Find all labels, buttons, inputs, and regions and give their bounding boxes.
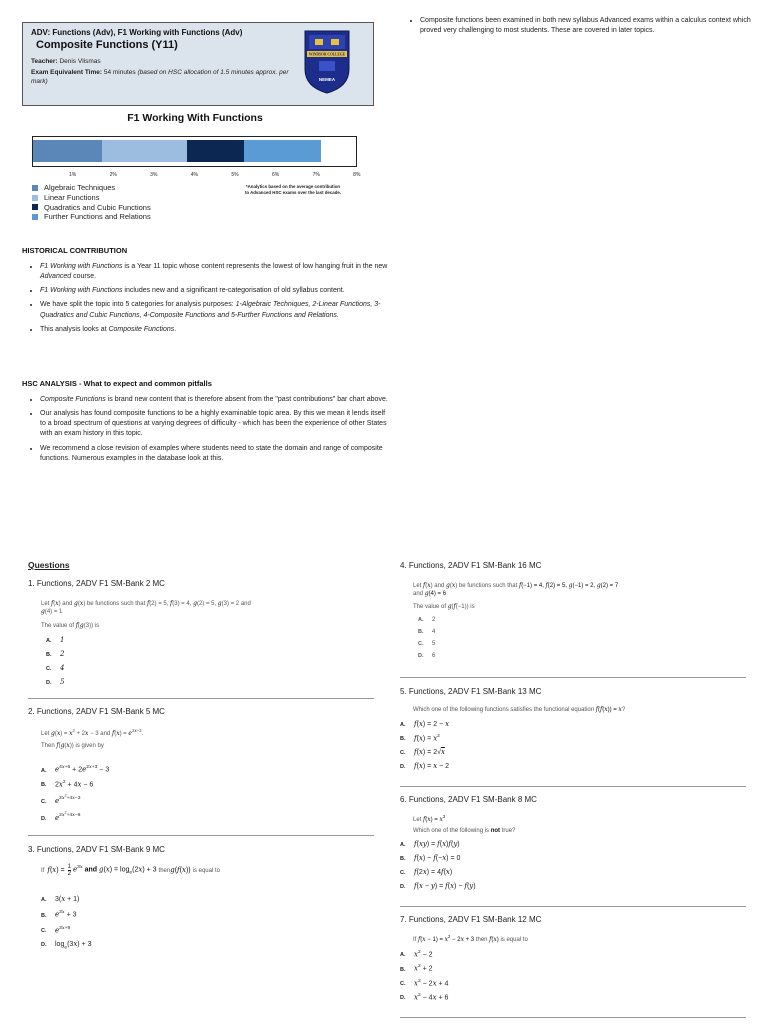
stem-text: is equal to — [498, 937, 528, 943]
option-label: A. — [400, 952, 406, 959]
option-text: 2 — [60, 650, 65, 659]
questions-heading: Questions — [28, 560, 70, 570]
hsc-analysis-heading: HSC ANALYSIS - What to expect and common pitfalls — [22, 379, 212, 388]
legend-label: Algebraic Techniques — [44, 183, 116, 192]
legend-swatch — [32, 185, 38, 191]
question-stem: If $f(x - 1) = x^2 - 2x + 3$ then f(x) is equal to — [413, 934, 528, 943]
bullet-text: We have split the topic into 5 categories for analysis purposes: — [40, 301, 236, 309]
option-math: $f(x) = x^2$ — [414, 734, 440, 743]
question-7 — [400, 915, 746, 1007]
answer-option-c[interactable] — [400, 868, 746, 876]
option-math: $e^{3x} + 3$ — [55, 909, 77, 919]
answer-options — [41, 895, 374, 950]
stem-text: then — [474, 937, 490, 943]
question-4 — [400, 561, 746, 665]
question-stem: Let f(x) and g(x) be functions such that f(−1) = 4, f(2) = 5, g(−1) = 2, g(2) = 7 and g(4) = 6 — [413, 582, 619, 598]
divider — [28, 698, 374, 699]
legend-item — [32, 183, 151, 193]
bullet-text: course. — [71, 273, 97, 281]
option-math: $\log_e(3x) + 3$ — [55, 939, 92, 951]
option-math: $x^2 + 2$ — [414, 964, 433, 973]
answer-options — [400, 720, 746, 770]
exam-time-value: 54 minutes — [103, 69, 136, 76]
list-item — [40, 325, 392, 335]
answer-option-c[interactable] — [400, 979, 746, 987]
stem-text: and — [60, 601, 74, 607]
legend-label: Quadratics and Cubic Functions — [44, 202, 151, 212]
answer-option-d[interactable] — [41, 811, 374, 822]
answer-option-d[interactable] — [418, 653, 746, 659]
option-label: C. — [418, 641, 424, 648]
option-text: 1 — [60, 636, 65, 645]
answer-option-b[interactable] — [46, 650, 374, 658]
question-title: 6. Functions, 2ADV F1 SM-Bank 8 MC — [400, 795, 537, 804]
bar-segment-linear-functions — [102, 140, 187, 162]
x-tick-label: 7% — [312, 172, 320, 178]
option-math: $x^2 - 4x + 6$ — [414, 993, 449, 1002]
question-title: 3. Functions, 2ADV F1 SM-Bank 9 MC — [28, 845, 165, 854]
stacked-bar-chart — [32, 136, 357, 167]
option-math: f(xy) = f(x)f(y) — [414, 840, 460, 849]
question-stem: If f(x) = $\frac{1}{2}$ $e^{3x}$ and $g(x) = \log_e(2x) + 3$ then g(f(x)) is equal to — [41, 864, 220, 878]
stem-text: ? — [621, 707, 626, 713]
option-text: 4 — [432, 629, 436, 636]
answer-option-b[interactable] — [41, 909, 374, 918]
option-math: $e^{3x+9}$ — [55, 924, 71, 934]
option-math: f(x) = 2 − x — [414, 720, 450, 729]
stem-text: and — [98, 731, 112, 737]
stem-text: and — [432, 583, 446, 589]
prompt-text: The value of — [41, 623, 76, 630]
course-ref: Advanced — [40, 273, 72, 281]
question-prompt: The value of g(f(−1)) is — [413, 603, 475, 611]
answer-option-b[interactable] — [41, 780, 374, 788]
topic-ref: Composite Functions — [40, 396, 106, 403]
option-label: D. — [41, 815, 47, 822]
option-text: 6 — [432, 653, 436, 660]
option-label: A. — [400, 722, 406, 729]
answer-option-b[interactable] — [400, 854, 746, 862]
option-label: D. — [41, 941, 47, 948]
option-math: $x^2 - 2$ — [414, 950, 433, 959]
answer-option-d[interactable] — [400, 993, 746, 1001]
teacher-label: Teacher: — [31, 58, 58, 65]
answer-option-a[interactable] — [41, 895, 374, 903]
option-label: A. — [41, 767, 47, 774]
option-math: f(x) − f(−x) = 0 — [414, 854, 461, 863]
prompt-text: is — [93, 623, 100, 630]
answer-option-c[interactable] — [41, 925, 374, 934]
chart-title: F1 Working With Functions — [127, 112, 263, 124]
bullet-text: is a Year 11 topic whose content represents the lowest of low hanging fruit in the new — [122, 263, 388, 270]
legend-label: Linear Functions — [44, 192, 100, 202]
option-math: $e^{4x+6} + 2e^{2x+3} - 3$ — [55, 764, 110, 774]
divider — [400, 1017, 746, 1018]
answer-option-c[interactable] — [41, 794, 374, 805]
legend-label: Further Functions and Relations — [44, 212, 151, 222]
prompt-text: Which one of the following is — [413, 828, 491, 835]
question-stem: Let f(x) and g(x) be functions such that f(2) = 5, f(3) = 4, g(2) = 5, g(3) = 2 and g(4) = 1 — [41, 600, 251, 616]
question-prompt: Then f(g(x)) is given by — [41, 742, 104, 750]
x-tick-label: 3% — [150, 172, 158, 178]
bullet-text: This analysis looks at — [40, 325, 109, 333]
prompt-text: is — [468, 604, 475, 611]
question-title: 2. Functions, 2ADV F1 SM-Bank 5 MC — [28, 707, 165, 716]
bullet-text: includes new and a significant re-categorisation of old syllabus content. — [122, 287, 345, 295]
stem-text: Let — [41, 601, 52, 607]
divider — [400, 677, 746, 678]
list-item: • Composite functions been examined in both new syllabus Advanced exams within a calculus context which proved very challenging to most students. These are covered in later topics. — [420, 16, 768, 36]
question-prompt — [413, 827, 746, 835]
legend-swatch — [32, 214, 38, 220]
prompt-text: is given by — [73, 743, 104, 750]
bar-segment-quadratics-and-cubic-functions — [187, 140, 244, 162]
answer-options — [400, 840, 746, 890]
stem-text: Let — [413, 583, 424, 589]
answer-option-a[interactable] — [400, 720, 746, 728]
question-title: 7. Functions, 2ADV F1 SM-Bank 12 MC — [400, 915, 542, 924]
legend-swatch — [32, 204, 38, 210]
option-label: B. — [41, 781, 47, 788]
answer-option-a[interactable] — [418, 617, 746, 623]
option-label: B. — [400, 856, 406, 863]
divider — [28, 835, 374, 836]
x-tick-label: 5% — [231, 172, 239, 178]
bullet-text: Our analysis has found composite functions to be a highly examinable topic area. By this we mean it lends itself to a broad spectrum of questions at varying degrees of difficulty - which has been the experience of other States with an exam history in this topic. — [40, 410, 387, 438]
category-list: 1-Algebraic Techniques, 2-Linear Functions, 3-Quadratics and Cubic Functions, 4-Composite Functions and 5-Further Functions and Relations. — [40, 301, 381, 319]
answer-options — [46, 636, 374, 686]
option-label: B. — [46, 652, 52, 659]
option-label: D. — [400, 764, 406, 771]
question-prompt: The value of f(g(3)) is — [41, 622, 100, 630]
answer-option-b[interactable] — [400, 964, 746, 972]
option-math: $x^2 - 2x + 4$ — [414, 978, 449, 988]
legend-swatch — [32, 195, 38, 201]
worksheet-header — [22, 22, 374, 106]
option-label: B. — [400, 966, 406, 973]
answer-option-a[interactable] — [46, 636, 374, 644]
answer-option-c[interactable] — [400, 748, 746, 756]
exam-time-note: (based on HSC allocation of 1.5 minutes approx. per mark) — [31, 69, 289, 85]
exam-time-line — [31, 69, 306, 87]
bullet-text: is brand new content that is therefore absent from the "past contributions" bar chart above. — [105, 396, 388, 403]
question-1 — [28, 579, 374, 692]
question-3 — [28, 845, 374, 956]
option-label: D. — [400, 995, 406, 1002]
option-math: $2x^2 + 4x - 6$ — [55, 779, 94, 788]
stem-text: be functions such that — [85, 601, 147, 607]
answer-option-c[interactable] — [46, 664, 374, 672]
option-text: 2 — [432, 617, 436, 624]
stem-text: and — [413, 591, 425, 598]
crest-motto: WINDSOR COLLEGE — [308, 52, 346, 57]
question-2 — [28, 707, 374, 828]
answer-option-b[interactable] — [418, 629, 746, 635]
hsc-analysis-list — [22, 395, 392, 468]
option-label: B. — [400, 736, 406, 743]
question-title: 5. Functions, 2ADV F1 SM-Bank 13 MC — [400, 687, 542, 696]
bullet-text: . — [174, 325, 177, 333]
answer-options — [400, 950, 746, 1001]
option-label: B. — [418, 629, 424, 636]
list-item — [40, 444, 392, 464]
teacher-name: Denis Vlismas — [59, 58, 101, 65]
chart-footnote: *Analytics based on the average contribution to Advanced HSC exams over the last decade. — [244, 184, 342, 196]
option-label: D. — [418, 653, 424, 660]
x-tick-label: 2% — [109, 172, 117, 178]
college-crest-logo — [303, 29, 351, 95]
historical-list — [22, 262, 392, 339]
divider — [400, 906, 746, 907]
option-label: C. — [400, 870, 406, 877]
option-label: A. — [418, 617, 424, 624]
stem-text: be functions such that — [457, 583, 519, 589]
bar-segment-further-functions-and-relations — [244, 140, 321, 162]
answer-option-c[interactable] — [418, 641, 746, 647]
option-math: $e^{2x^2+4x-3}$ — [55, 793, 81, 805]
bullet-text: We recommend a close revision of examples where students need to state the domain and range of composite functions. Numerous examples in the database look at this. — [40, 444, 383, 462]
crest-name: NEMEA — [318, 77, 336, 82]
exam-note-list — [402, 16, 768, 40]
option-label: A. — [46, 638, 52, 645]
option-math: $e^{2x^2+4x-6}$ — [55, 810, 81, 822]
question-title: 1. Functions, 2ADV F1 SM-Bank 2 MC — [28, 579, 165, 588]
question-stem: Let $g(x) = x^2 + 2x - 3$ and $f(x) = e^{2x+3}$. — [41, 728, 144, 737]
stem-text: Which one of the following functions satisfies the functional equation — [413, 707, 596, 713]
bar-segment-algebraic-techniques — [33, 140, 102, 162]
option-math: f(x − y) = f(x) − f(y) — [414, 882, 476, 891]
list-item — [40, 286, 392, 296]
x-tick-label: 4% — [190, 172, 198, 178]
answer-options — [418, 617, 746, 659]
answer-options — [41, 764, 374, 822]
list-item — [40, 395, 392, 405]
x-tick-label: 1% — [68, 172, 77, 178]
option-label: A. — [41, 897, 47, 904]
list-item — [40, 262, 392, 282]
course-subtitle: ADV: Functions (Adv), F1 Working with Functions (Adv) — [31, 28, 243, 37]
page-title: Composite Functions (Y11) — [36, 39, 178, 51]
option-math: f(x) = x − 2 — [414, 762, 450, 771]
stem-text: then — [158, 867, 171, 874]
prompt-text: The value of — [413, 604, 448, 611]
question-title: 4. Functions, 2ADV F1 SM-Bank 16 MC — [400, 561, 542, 570]
teacher-line — [31, 58, 101, 65]
exam-time-label: Exam Equivalent Time: — [31, 69, 103, 76]
answer-option-a[interactable] — [400, 840, 746, 848]
question-6 — [400, 795, 746, 896]
x-tick-label: 8% — [353, 172, 361, 178]
option-text: 5 — [60, 678, 65, 687]
divider — [400, 786, 746, 787]
x-tick-label: 6% — [271, 172, 280, 178]
topic-ref: F1 Working with Functions — [40, 263, 123, 270]
option-label: C. — [400, 981, 406, 988]
option-math: f(2x) = 4f(x) — [414, 868, 453, 877]
option-label: B. — [41, 912, 47, 919]
topic-ref: Composite Functions — [108, 325, 175, 333]
answer-option-d[interactable] — [41, 940, 374, 950]
legend-item — [32, 203, 151, 213]
option-label: C. — [41, 798, 47, 805]
stem-text: If — [413, 937, 419, 943]
prompt-text: true? — [500, 828, 516, 835]
answer-option-d[interactable] — [46, 678, 374, 686]
legend-item — [32, 193, 151, 203]
question-stem: Let $f(x) = x^3$ — [413, 814, 446, 823]
answer-option-a[interactable] — [41, 764, 374, 773]
option-math: f(x) = 2√x — [414, 748, 445, 757]
chart-legend — [32, 183, 151, 222]
stem-text: Let — [413, 817, 424, 823]
answer-option-a[interactable] — [400, 950, 746, 958]
question-stem: Which one of the following functions satisfies the functional equation f(f(x)) = x? — [413, 706, 626, 713]
emphasis-text: not — [490, 828, 501, 835]
option-math: 3(x + 1) — [55, 895, 80, 904]
stem-text: is equal to — [192, 867, 220, 874]
option-text: 5 — [432, 641, 436, 648]
option-text: 4 — [60, 664, 65, 673]
topic-ref: F1 Working with Functions — [40, 287, 123, 295]
option-label: D. — [400, 884, 406, 891]
historical-heading: HISTORICAL CONTRIBUTION — [22, 246, 128, 255]
answer-option-d[interactable] — [400, 762, 746, 770]
stem-text: Let — [41, 731, 52, 737]
option-label: C. — [46, 666, 52, 673]
list-item — [40, 409, 392, 439]
answer-option-d[interactable] — [400, 882, 746, 890]
option-label: D. — [46, 680, 52, 687]
list-item — [40, 300, 392, 320]
prompt-text: Then — [41, 743, 57, 750]
option-label: C. — [41, 927, 47, 934]
option-label: C. — [400, 750, 406, 757]
stem-text: If — [41, 867, 45, 874]
legend-item — [32, 212, 151, 222]
option-label: A. — [400, 842, 406, 849]
answer-option-b[interactable] — [400, 734, 746, 742]
question-5 — [400, 687, 746, 776]
